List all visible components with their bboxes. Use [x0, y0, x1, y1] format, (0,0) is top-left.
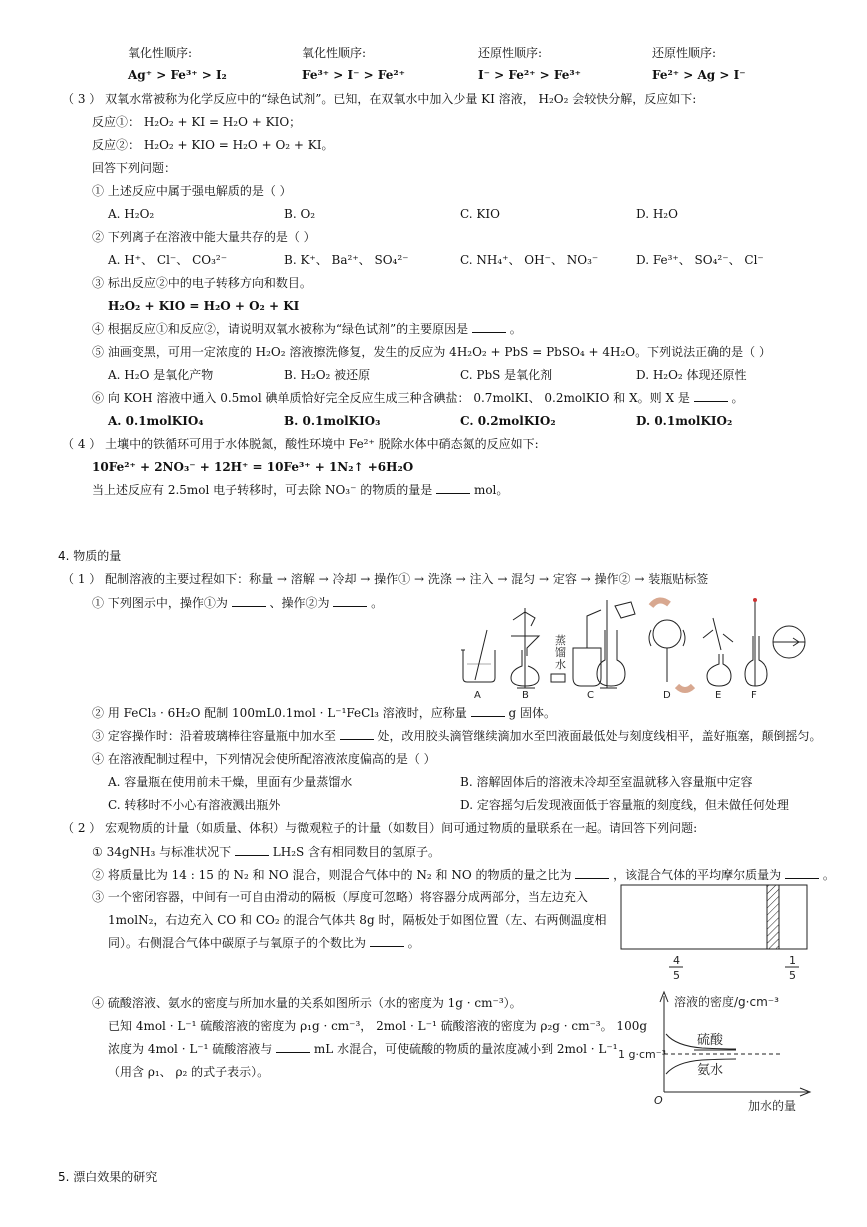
sec4-p2-1-b: LH₂S 含有相同数目的氢原子。 [272, 845, 441, 859]
q3-s2-opt-d[interactable]: D. Fe³⁺、 SO₄²⁻、 Cl⁻ [636, 253, 764, 267]
fig-water-3: 水 [555, 658, 566, 671]
q3-s1-opt-d[interactable]: D. H₂O [636, 207, 678, 221]
sec4-p1-1-c: 。 [371, 596, 384, 610]
sec4-p1-4-stem: ④ 在溶液配制过程中，下列情况会使所配溶液浓度偏高的是（ ） [92, 752, 436, 766]
sec4-p2-1 [92, 845, 440, 859]
q3-s4-pre: ④ 根据反应①和反应②，请说明双氧水被称为“绿色试剂”的主要原因是 [92, 322, 469, 336]
frac-left-num: 4 [673, 954, 680, 967]
sec4-p1: （ 1 ） 配制溶液的主要过程如下：称量 → 溶解 → 冷却 → 操作① → 洗涤 → 注入 → 混匀 → 定容 → 操作② → 装瓶贴标签 [62, 572, 709, 586]
answer-blank[interactable] [436, 483, 470, 494]
sec4-p2-2-c: 。 [822, 868, 835, 882]
q3-s6-line [92, 391, 744, 405]
sec4-p2-3-l3a: 同）。右侧混合气体中碳原子与氧原子的个数比为 [108, 936, 367, 950]
q3-s6-opt-b[interactable]: B. 0.1molKIO₃ [284, 414, 381, 428]
answer-blank[interactable] [276, 1042, 310, 1053]
figure-f-flask [745, 600, 805, 686]
answer-blank[interactable] [232, 596, 266, 607]
sec4-p1-2-a: ② 用 FeCl₃ · 6H₂O 配制 100mL0.1mol · L⁻¹FeCl₃ 溶液时，应称量 [92, 706, 467, 720]
sec4-p1-1 [92, 596, 383, 610]
q3-s5-opt-a[interactable]: A. H₂O 是氧化产物 [108, 368, 214, 382]
option-title-1: 氧化性顺序: [128, 46, 193, 60]
sec4-p1-4-opt-c[interactable]: C. 转移时不小心有溶液溅出瓶外 [108, 798, 281, 812]
density-graph [612, 988, 818, 1114]
sec4-p2: （ 2 ） 宏观物质的计量（如质量、体积）与微观粒子的计量（如数目）间可通过物质的量联系在一起。请回答下列问题: [62, 821, 698, 835]
option-formula-3: I⁻ > Fe²⁺ > Fe³⁺ [478, 68, 581, 82]
option-title-3: 还原性顺序: [478, 46, 543, 60]
sec4-p1-1-b: 、操作②为 [269, 596, 330, 610]
q3-ask: 回答下列问题： [92, 161, 177, 175]
q3-s5-stem: ⑤ 油画变黑，可用一定浓度的 H₂O₂ 溶液擦洗修复，发生的反应为 4H₂O₂ + PbS = PbSO₄ + 4H₂O。下列说法正确的是（ ） [92, 345, 771, 359]
sec4-p1-2-b: g 固体。 [508, 706, 556, 720]
q3-reaction-2: 反应②： H₂O₂ + KIO = H₂O + O₂ + KI。 [92, 138, 334, 152]
q3-s2-opt-b[interactable]: B. K⁺、 Ba²⁺、 SO₄²⁻ [284, 253, 409, 267]
answer-blank[interactable] [235, 845, 269, 856]
q4-post: mol。 [473, 483, 509, 497]
sec4-p2-3-l2: 1molN₂，右边充入 CO 和 CO₂ 的混合气体共 8g 时，隔板处于如图位置（左、右两侧温度相 [108, 913, 607, 927]
partition [767, 885, 779, 949]
q4-pre: 当上述反应有 2.5mol 电子转移时，可去除 NO₃⁻ 的物质的量是 [92, 483, 433, 497]
q3-s4-post: 。 [509, 322, 522, 336]
frac-right-num: 1 [789, 954, 796, 967]
fig-label-e: E [715, 690, 722, 701]
sec4-p2-4-l3a: 浓度为 4mol · L⁻¹ 硫酸溶液与 [108, 1042, 273, 1056]
sec4-p2-3-l1: ③ 一个密闭容器，中间有一可自由滑动的隔板（厚度可忽略）将容器分成两部分，当左边充入 [92, 890, 588, 904]
section-4-title: 4. 物质的量 [58, 549, 122, 563]
q3-s1-stem: ① 上述反应中属于强电解质的是（ ） [92, 184, 292, 198]
fig-label-b: B [522, 690, 529, 701]
q3-s2-opt-c[interactable]: C. NH₄⁺、 OH⁻、 NO₃⁻ [460, 253, 599, 267]
q3-s2-stem: ② 下列离子在溶液中能大量共存的是（ ） [92, 230, 316, 244]
q3-s1-opt-b[interactable]: B. O₂ [284, 207, 316, 221]
graph-ref-label: 1 g·cm⁻³ [618, 1048, 666, 1061]
sec4-p2-4-l4: （用含 ρ₁、 ρ₂ 的式子表示）。 [108, 1065, 270, 1079]
q3-s3-stem: ③ 标出反应②中的电子转移方向和数目。 [92, 276, 312, 290]
stopper-icon [753, 598, 757, 602]
sec4-p1-3 [92, 729, 822, 743]
fig-label-c: C [587, 690, 594, 701]
sec4-p2-4-l2: 已知 4mol · L⁻¹ 硫酸溶液的密度为 ρ₁g · cm⁻³， 2mol · L⁻¹ 硫酸溶液的密度为 ρ₂g · cm⁻³。 100g [108, 1019, 648, 1033]
figure-d-invert [649, 600, 693, 690]
q3-s5-opt-b[interactable]: B. H₂O₂ 被还原 [284, 368, 371, 382]
answer-blank[interactable] [471, 706, 505, 717]
q3-s2-opt-a[interactable]: A. H⁺、 Cl⁻、 CO₃²⁻ [108, 253, 228, 267]
option-title-2: 氧化性顺序: [302, 46, 367, 60]
fig-water-2: 馏 [555, 646, 566, 659]
answer-blank[interactable] [333, 596, 367, 607]
sec4-p1-4-opt-d[interactable]: D. 定容摇匀后发现液面低于容量瓶的刻度线，但未做任何处理 [460, 798, 789, 812]
answer-blank[interactable] [370, 936, 404, 947]
graph-ammonia-label: 氨水 [697, 1063, 724, 1078]
fig-label-f: F [751, 690, 757, 701]
q3-s6-opt-a[interactable]: A. 0.1molKIO₄ [108, 414, 204, 428]
graph-xlabel: 加水的量 [748, 1099, 797, 1113]
section-5-title: 5. 漂白效果的研究 [58, 1170, 158, 1184]
q4-intro: （ 4 ） 土壤中的铁循环可用于水体脱氮，酸性环境中 Fe²⁺ 脱除水体中硝态氮的反应如下: [62, 437, 539, 451]
answer-blank[interactable] [575, 868, 609, 879]
sec4-p1-1-a: ① 下列图示中，操作①为 [92, 596, 228, 610]
answer-blank[interactable] [785, 868, 819, 879]
q3-intro: （ 3 ） 双氧水常被称为化学反应中的“绿色试剂”。已知，在双氧水中加入少量 KI 溶液， H₂O₂ 会较快分解，反应如下: [62, 92, 697, 106]
sec4-p2-4-l1: ④ 硫酸溶液、氨水的密度与所加水量的关系如图所示（水的密度为 1g · cm⁻³）。 [92, 996, 522, 1010]
q3-s5-opt-d[interactable]: D. H₂O₂ 体现还原性 [636, 368, 747, 382]
fig-label-d: D [663, 690, 671, 701]
sec4-p2-4-l3 [108, 1042, 618, 1056]
graph-acid-label: 硫酸 [697, 1033, 724, 1048]
frac-left-den: 5 [673, 969, 680, 982]
operations-figure [455, 590, 807, 702]
q3-s6-post: 。 [731, 391, 744, 405]
sec4-p1-3-a: ③ 定容操作时：沿着玻璃棒往容量瓶中加水至 [92, 729, 336, 743]
figure-a-beaker [461, 630, 495, 682]
q3-s6-opt-d[interactable]: D. 0.1molKIO₂ [636, 414, 733, 428]
sec4-p1-2 [92, 706, 556, 720]
q3-s6-pre: ⑥ 向 KOH 溶液中通入 0.5mol 碘单质恰好完全反应生成三种含碘盐： 0.7molKI、 0.2molKIO 和 X。则 X 是 [92, 391, 690, 405]
container-figure [618, 880, 810, 982]
sec4-p2-3-l3b: 。 [407, 936, 420, 950]
sec4-p1-4-opt-b[interactable]: B. 溶解固体后的溶液未冷却至室温就移入容量瓶中定容 [460, 775, 753, 789]
fig-label-a: A [474, 690, 481, 701]
figure-b-flask [511, 608, 539, 688]
q4-equation: 10Fe²⁺ + 2NO₃⁻ + 12H⁺ = 10Fe³⁺ + 1N₂↑ +6H₂O [92, 460, 414, 474]
graph-ylabel: 溶液的密度/g·cm⁻³ [674, 995, 779, 1009]
sec4-p2-2-b: ，该混合气体的平均摩尔质量为 [613, 868, 782, 882]
sec4-p2-2-a: ② 将质量比为 14 : 15 的 N₂ 和 NO 混合，则混合气体中的 N₂ 和 NO 的物质的量之比为 [92, 868, 572, 882]
q3-s5-opt-c[interactable]: C. PbS 是氧化剂 [460, 368, 553, 382]
option-formula-2: Fe³⁺ > I⁻ > Fe²⁺ [302, 68, 405, 82]
sec4-p2-1-a: ① 34gNH₃ 与标准状况下 [92, 845, 232, 859]
q3-s1-opt-a[interactable]: A. H₂O₂ [108, 207, 155, 221]
sec4-p2-3-l3 [108, 936, 420, 950]
q3-s6-opt-c[interactable]: C. 0.2molKIO₂ [460, 414, 556, 428]
q3-s3-equation: H₂O₂ + KIO = H₂O + O₂ + KI [108, 299, 300, 313]
option-formula-1: Ag⁺ > Fe³⁺ > I₂ [128, 68, 227, 82]
q3-s1-opt-c[interactable]: C. KIO [460, 207, 500, 221]
answer-blank[interactable] [340, 729, 374, 740]
answer-blank[interactable] [472, 322, 506, 333]
fig-water-1: 蒸 [555, 634, 566, 647]
sec4-p1-3-b: 处，改用胶头滴管继续滴加水至凹液面最低处与刻度线相平，盖好瓶塞，颠倒摇匀。 [377, 729, 822, 743]
answer-blank[interactable] [694, 391, 728, 402]
sec4-p2-4-l3b: mL 水混合，可使硫酸的物质的量浓度减小到 2mol · L⁻¹ [313, 1042, 618, 1056]
option-formula-4: Fe²⁺ > Ag > I⁻ [652, 68, 746, 82]
q3-s4-line [92, 322, 522, 336]
q4-question [92, 483, 508, 497]
option-title-4: 还原性顺序: [652, 46, 717, 60]
figure-e-dropper [703, 618, 733, 686]
frac-right-den: 5 [789, 969, 796, 982]
q3-reaction-1: 反应①： H₂O₂ + KI = H₂O + KIO； [92, 115, 302, 129]
graph-origin: O [654, 1094, 663, 1107]
sec4-p1-4-opt-a[interactable]: A. 容量瓶在使用前未干燥，里面有少量蒸馏水 [108, 775, 353, 789]
